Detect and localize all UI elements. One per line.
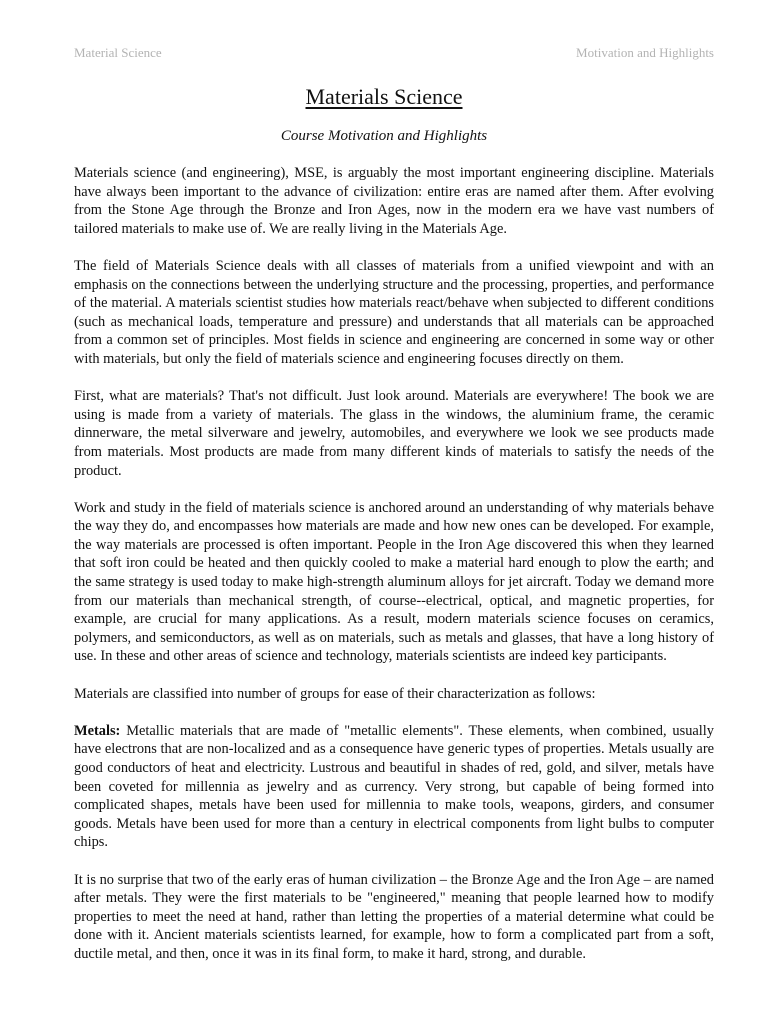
paragraph-intro: Materials science (and engineering), MSE, is arguably the most important engineering discipline. Materials have always been important to the advance of civilization: entire eras are named after them. After evolving from the Stone Age through the Bronze and Iron Ages, now in the modern era we have vast numbers of tailored materials to make use of. We are really living in the Materials Age. [74,165,714,237]
page-title: Materials Science [305,84,463,109]
page-subtitle: Course Motivation and Highlights [280,128,488,144]
body-text [74,164,714,982]
paragraph-bronze-iron-ages: It is no surprise that two of the early eras of human civilization – the Bronze Age and the Iron Age – are named after metals. They were the first materials to be "engineered," meaning that people learned how to modify properties to meet the need at hand, rather than letting the properties of a material determine what could be done with it. Ancient materials scientists learned, for example, how to form a complicated part from a soft, ductile metal, and then, once it was in its final form, to make it hard, strong, and durable. [74,871,714,962]
header-right-text: Motivation and Highlights [576,45,714,60]
metals-description: Metallic materials that are made of "metallic elements". These elements, when combined, usually have electrons that are non-localized and as a consequence have generic types of properties. Metals usually are good conductors of heat and electricity. Lustrous and beautiful in shades of red, gold, and silver, metals have been coveted for millennia as jewelry and as currency. Very strong, but capable of being formed into complicated shapes, metals have been used for millennia to make tools, weapons, girders, and consumer goods. Metals have been used for more than a century in electrical components from light bulbs to computer chips. [74,722,714,851]
paragraph-field-definition: The field of Materials Science deals with all classes of materials from a unified viewpoint and with an emphasis on the connections between the underlying structure and the processing, properties, and performance of the material. A materials scientist studies how materials react/behave when subjected to different conditions (such as mechanical loads, temperature and pressure) and understands that all materials can be approached from a common set of principles. Most fields in science and engineering are concerned in some way or other with materials, but only the field of materials science and engineering focuses directly on them. [74,257,714,367]
header-left-text: Material Science [74,45,162,60]
running-header [74,45,714,63]
metals-term: Metals: [74,722,121,739]
paragraph-classification: Materials are classified into number of groups for ease of their characterization as follows: [74,685,596,702]
paragraph-metals [74,722,714,852]
paragraph-what-are-materials: First, what are materials? That's not difficult. Just look around. Materials are everywhere! The book we are using is made from a variety of materials. The glass in the windows, the aluminium frame, the ceramic dinnerware, the metal silverware and jewelry, automobiles, and everywhere we look we see products made from materials. Most products are made from many different kinds of materials to satisfy the needs of the product. [74,388,714,479]
paragraph-work-and-study: Work and study in the field of materials science is anchored around an understanding of why materials behave the way they do, and encompasses how materials are made and how new ones can be developed. For example, the way materials are processed is often important. People in the Iron Age discovered this when they learned that soft iron could be heated and then quickly cooled to make a material hard enough to plow the earth; and the same strategy is used today to make high-strength aluminum alloys for jet aircraft. Today we demand more from our materials than mechanical strength, of course--electrical, optical, and magnetic properties, for example, are crucial for many applications. As a result, modern materials science focuses on ceramics, polymers, and semiconductors, as well as on materials, such as metals and glasses, that have a long history of use. In these and other areas of science and technology, materials scientists are indeed key participants. [74,499,714,665]
